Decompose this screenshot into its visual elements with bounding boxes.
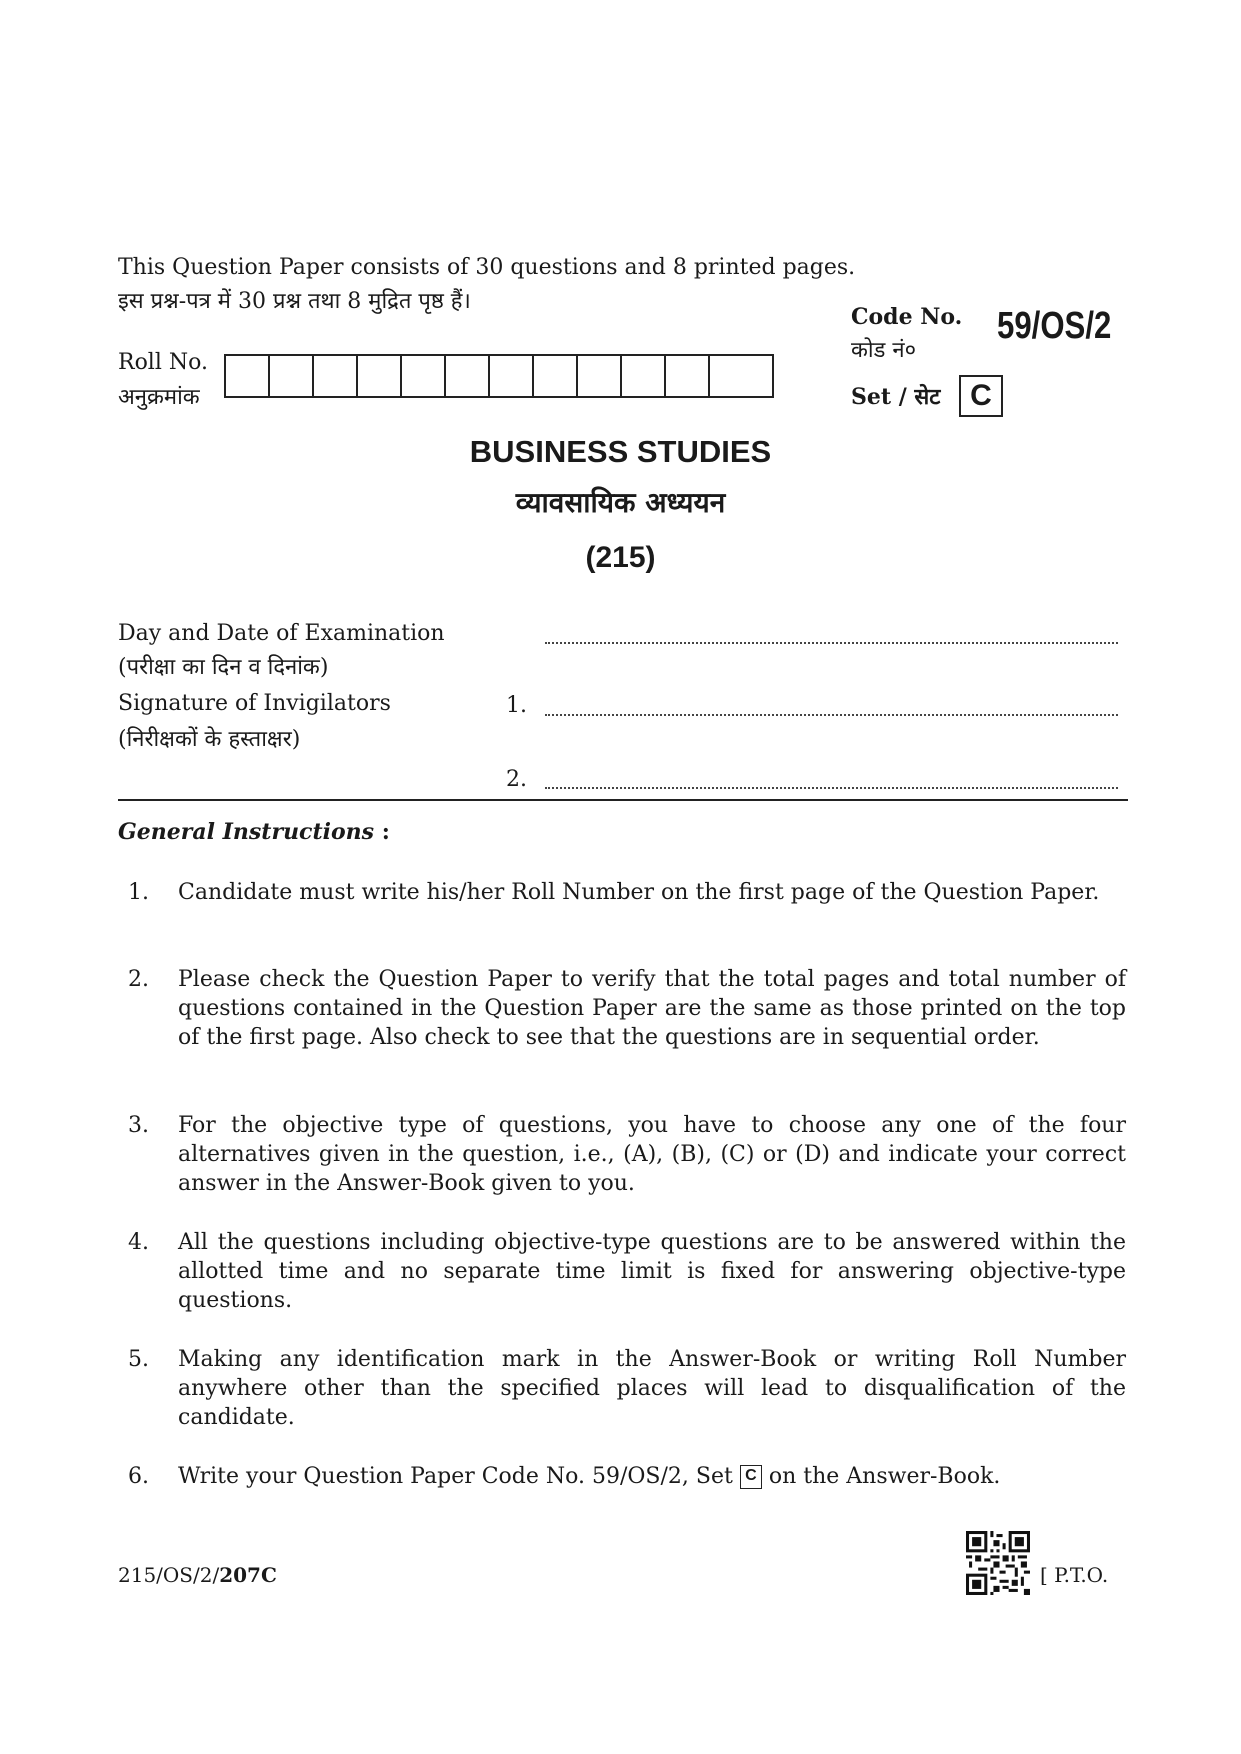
code-label-hi: कोड नं० — [851, 338, 917, 363]
subject-title-hi: व्यावसायिक अध्ययन — [515, 486, 726, 519]
instruction-number: 4. — [128, 1230, 149, 1255]
instruction-text: Making any identification mark in the Answer-Book or writing Roll Number anywhere other than the specified places will lead to disqualification of the candidate. — [178, 1347, 1126, 1430]
code-number: 59/OS/2 — [997, 305, 1112, 347]
roll-box[interactable] — [314, 356, 358, 396]
roll-box[interactable] — [578, 356, 622, 396]
instruction-text: For the objective type of questions, you have to choose any one of the four alternatives given in the question, i.e., (A), (B), (C) or (D) and indicate your correct answer in the Answer-Book given to you. — [178, 1113, 1126, 1196]
signature-field-1[interactable] — [545, 714, 1118, 716]
day-date-field[interactable] — [545, 642, 1118, 644]
subject-code: (215) — [585, 541, 656, 574]
roll-box[interactable] — [534, 356, 578, 396]
day-date-label-hi: (परीक्षा का दिन व दिनांक) — [118, 655, 329, 680]
instruction-text-after: on the Answer-Book. — [768, 1464, 1001, 1489]
roll-box[interactable] — [666, 356, 710, 396]
instructions-heading-colon: : — [374, 819, 390, 845]
roll-number-boxes[interactable] — [224, 354, 774, 398]
signature-label-hi: (निरीक्षकों के हस्ताक्षर) — [118, 727, 301, 752]
footer-code — [118, 1562, 277, 1588]
roll-box[interactable] — [270, 356, 314, 396]
roll-box[interactable] — [226, 356, 270, 396]
consists-line-hi: इस प्रश्न-पत्र में 30 प्रश्न तथा 8 मुद्रित पृष्ठ हैं। — [118, 289, 471, 314]
subject-title-en-text: BUSINESS STUDIES — [469, 434, 772, 469]
instruction-text — [178, 1462, 1126, 1491]
consists-line-en: This Question Paper consists of 30 questions and 8 printed pages. — [118, 255, 856, 280]
code-label-en: Code No. — [851, 304, 963, 330]
set-box: C — [959, 375, 1003, 417]
roll-box[interactable] — [710, 356, 754, 396]
instruction-number: 6. — [128, 1464, 149, 1489]
signature-num-1: 1. — [506, 693, 527, 718]
day-date-label-en: Day and Date of Examination — [118, 621, 445, 646]
instruction-number: 5. — [128, 1347, 149, 1372]
roll-box[interactable] — [622, 356, 666, 396]
instructions-heading-text: General Instructions — [118, 819, 375, 845]
signature-field-2[interactable] — [545, 787, 1118, 789]
roll-label-en: Roll No. — [118, 350, 208, 375]
pto-label: [ P.T.O. — [1040, 1563, 1109, 1587]
instruction-text: Candidate must write his/her Roll Number on the first page of the Question Paper. — [178, 880, 1100, 905]
footer-code-plain: 215/OS/2/ — [118, 1563, 220, 1587]
roll-box[interactable] — [358, 356, 402, 396]
roll-box[interactable] — [490, 356, 534, 396]
instruction-text: All the questions including objective-type questions are to be answered within the allotted time and no separate time limit is fixed for answering objective-type questions. — [178, 1230, 1126, 1313]
instructions-heading — [118, 818, 390, 847]
instruction-text-before: Write your Question Paper Code No. 59/OS/2, Set — [178, 1464, 733, 1489]
header-divider — [118, 799, 1128, 801]
qr-code-icon — [966, 1531, 1030, 1595]
instruction-number: 2. — [128, 967, 149, 992]
signature-label-en: Signature of Invigilators — [118, 691, 391, 716]
roll-box[interactable] — [446, 356, 490, 396]
instruction-text: Please check the Question Paper to verify that the total pages and total number of questions contained in the Question Paper are the same as those printed on the top of the first page. Also check to see that the questions are in sequential order. — [178, 967, 1126, 1050]
roll-label-hi: अनुक्रमांक — [118, 385, 200, 410]
set-box-inline: C — [740, 1465, 762, 1489]
roll-box[interactable] — [402, 356, 446, 396]
subject-title-en — [0, 432, 1241, 472]
signature-num-2: 2. — [506, 767, 527, 792]
instruction-number: 1. — [128, 880, 149, 905]
set-label: Set / सेट — [851, 384, 941, 410]
instruction-number: 3. — [128, 1113, 149, 1138]
footer-code-bold: 207C — [219, 1563, 277, 1587]
